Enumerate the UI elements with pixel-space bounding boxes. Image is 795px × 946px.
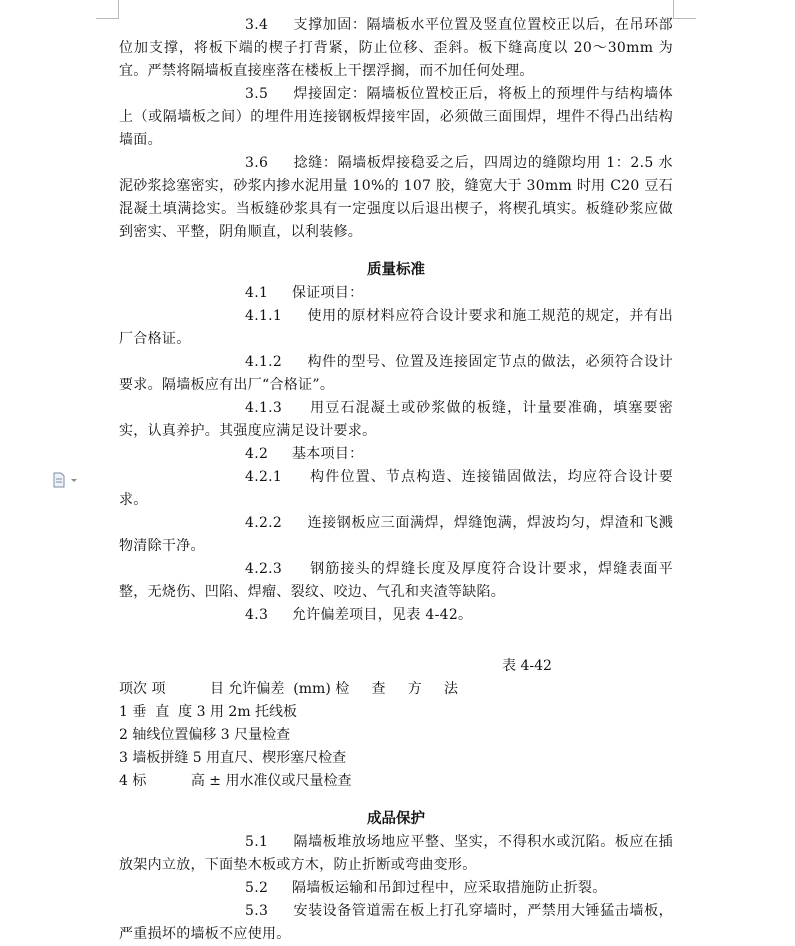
paragraph-5-2: 5.2 隔墙板运输和吊卸过程中，应采取措施防止折裂。 — [245, 880, 607, 896]
table-row: 1 垂 直 度 3 用 2m 托线板 — [119, 704, 298, 720]
paragraph-4-1-1: 4.1.1 使用的原材料应符合设计要求和施工规范的规定，并有出厂合格证。 — [119, 308, 673, 347]
paragraph-4-2-2: 4.2.2 连接钢板应三面满焊，焊缝饱满，焊波均匀，焊渣和飞溅物清除干净。 — [119, 515, 673, 554]
paragraph-4-2: 4.2 基本项目： — [245, 446, 364, 462]
paragraph-4-3: 4.3 允许偏差项目，见表 4-42。 — [245, 607, 473, 623]
paragraph-4-2-3: 4.2.3 钢筋接头的焊缝长度及厚度符合设计要求，焊缝表面平整，无烧伤、凹陷、焊瘤、裂纹、咬边、气孔和夹渣等缺陷。 — [119, 561, 673, 600]
paragraph-3-5: 3.5 焊接固定：隔墙板位置校正后，将板上的预埋件与结构墙体上（或隔墙板之间）的埋件用连接钢板焊接牢固，必须做三面围焊，埋件不得凸出结构墙面。 — [119, 86, 673, 148]
table-row: 4 标 高 ± 用水准仪或尺量检查 — [119, 773, 352, 789]
section-heading-protection: 成品保护 — [367, 811, 425, 827]
table-header: 项次 项 目 允许偏差 (mm) 检 查 方 法 — [119, 681, 458, 697]
document-options-icon[interactable] — [52, 472, 78, 488]
table-row: 2 轴线位置偏移 3 尺量检查 — [119, 727, 291, 743]
paragraph-5-3: 5.3 安装设备管道需在板上打孔穿墙时，严禁用大锤猛击墙板，严重损坏的墙板不应使用。 — [119, 903, 673, 942]
section-heading-quality: 质量标准 — [367, 262, 425, 278]
paragraph-4-1: 4.1 保证项目： — [245, 285, 364, 301]
margin-corner-mark — [96, 0, 119, 19]
paragraph-4-1-2: 4.1.2 构件的型号、位置及连接固定节点的做法，必须符合设计要求。隔墙板应有出厂“合格证”。 — [119, 354, 673, 393]
table-row: 3 墙板拼缝 5 用直尺、楔形塞尺检查 — [119, 750, 347, 766]
paragraph-4-1-3: 4.1.3 用豆石混凝土或砂浆做的板缝，计量要准确，填塞要密实，认真养护。其强度应满足设计要求。 — [119, 400, 673, 439]
document-body — [119, 14, 673, 946]
paragraph-5-1: 5.1 隔墙板堆放场地应平整、坚实，不得积水或沉陷。板应在插放架内立放，下面垫木板或方木，防止折断或弯曲变形。 — [119, 834, 673, 873]
paragraph-3-4: 3.4 支撑加固：隔墙板水平位置及竖直位置校正以后，在吊环部位加支撑，将板下端的楔子打背紧，防止位移、歪斜。板下缝高度以 20～30mm 为宜。严禁将隔墙板直接座落在楼板上干摆浮搁，而不加任何处理。 — [119, 17, 673, 79]
paragraph-3-6: 3.6 捻缝：隔墙板焊接稳妥之后，四周边的缝隙均用 1：2.5 水泥砂浆捻塞密实，砂浆内掺水泥用量 10%的 107 胶，缝宽大于 30mm 时用 C20 豆石混凝土填满捻实。当板缝砂浆具有一定强度以后退出楔子，将楔孔填实。板缝砂浆应做到密实、平整，阴角顺直，以利装修。 — [119, 155, 673, 240]
table-caption: 表 4-42 — [502, 658, 552, 674]
paragraph-4-2-1: 4.2.1 构件位置、节点构造、连接锚固做法，均应符合设计要求。 — [119, 469, 673, 508]
margin-corner-mark — [673, 0, 696, 19]
